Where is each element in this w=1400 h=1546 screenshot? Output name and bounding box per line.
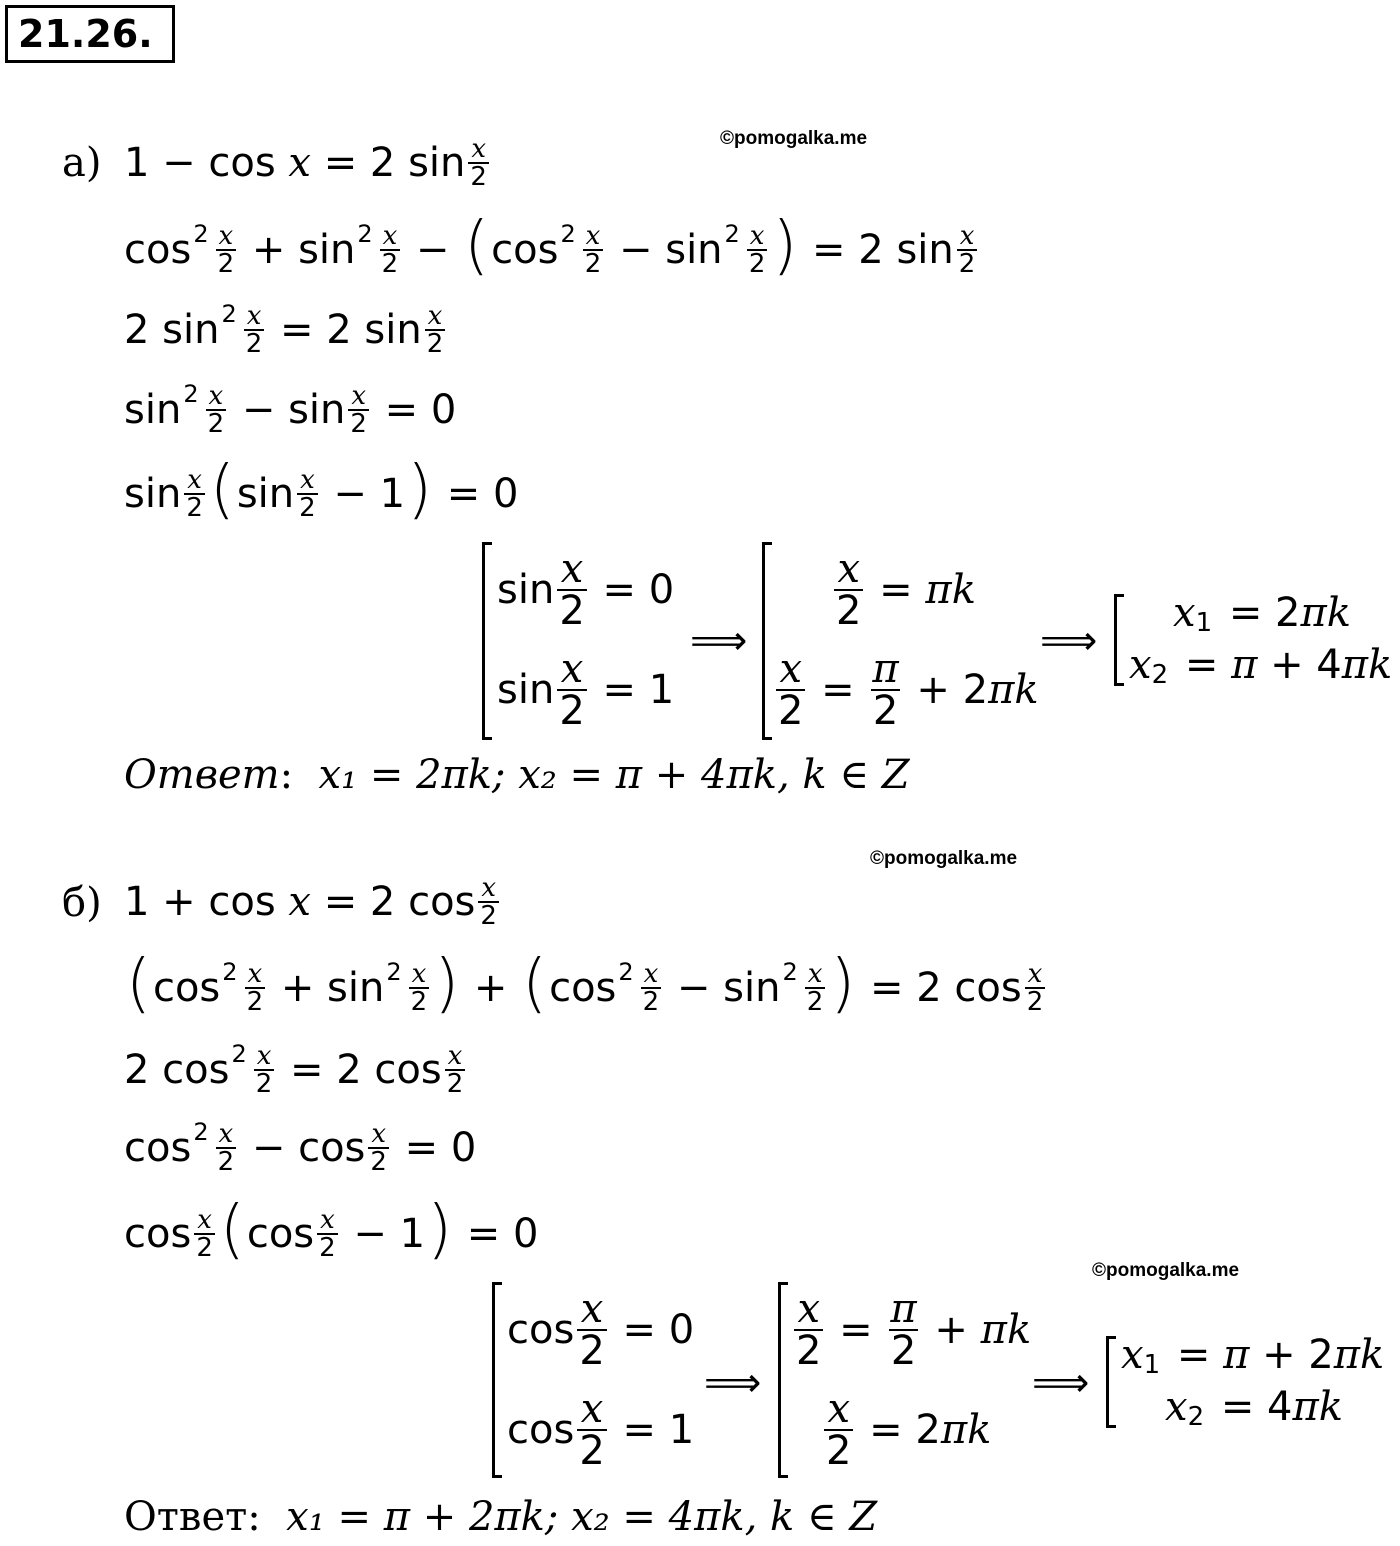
part-a-system-3 — [1114, 590, 1397, 690]
part-a-system-2-eq-1: $\frac{x}{2}$ = πk — [836, 546, 976, 634]
part-a-line-1: 1 − cos x = 2 sin $\frac{x}{2}$ — [124, 134, 487, 192]
watermark-1: ©pomogalka.me — [720, 128, 868, 149]
part-a-answer: Ответ: x₁ = 2πk; x₂ = π + 4πk, k ∈ Z — [124, 752, 910, 798]
part-b-system-1 — [492, 1282, 695, 1478]
part-a-system-2 — [762, 542, 1039, 740]
part-b-system-1-eq-1: cos $\frac{x}{2}$ = 0 — [507, 1286, 695, 1374]
watermark-3: ©pomogalka.me — [1092, 1260, 1240, 1281]
watermark-2: ©pomogalka.me — [870, 848, 1018, 869]
part-a-line-2: cos 2 $\frac{x}{2}$ + sin 2 $\frac{x}{2}$ − ( cos 2 $\frac{x}{2}$ − sin 2 $\frac{x}{2}$ ) = 2 sin $\frac{x}{2}$ — [124, 209, 976, 283]
part-a-line-4: sin 2 $\frac{x}{2}$ − sin $\frac{x}{2}$ = 0 — [124, 380, 457, 439]
part-b-line-4: cos 2 $\frac{x}{2}$ − cos $\frac{x}{2}$ = 0 — [124, 1118, 477, 1177]
part-a-system-1-eq-1: sin $\frac{x}{2}$ = 0 — [497, 546, 675, 634]
part-b-system-3-eq-1: x 1 = π + 2 πk — [1121, 1332, 1385, 1380]
answer-word: Ответ — [124, 1494, 248, 1540]
part-a-system-1 — [482, 542, 675, 740]
part-b-line-5: cos $\frac{x}{2}$ ( cos $\frac{x}{2}$ − 1 ) = 0 — [124, 1193, 539, 1267]
answer-value: x₁ = π + 2πk; x₂ = 4πk, k ∈ Z — [286, 1494, 878, 1540]
implies-arrow: ⟹ — [1040, 618, 1098, 664]
part-b-line-1: 1 + cos x = 2 cos $\frac{x}{2}$ — [124, 873, 497, 931]
part-b-answer: Ответ: x₁ = π + 2πk; x₂ = 4πk, k ∈ Z — [124, 1494, 878, 1540]
part-b-label: б) — [62, 880, 102, 926]
part-a-system-1-eq-2: sin $\frac{x}{2}$ = 1 — [497, 646, 675, 734]
part-b-system-1-eq-2: cos $\frac{x}{2}$ = 1 — [507, 1386, 695, 1474]
part-b-system-3 — [1106, 1332, 1393, 1432]
part-a-label: а) — [62, 140, 102, 186]
part-a-line-3: 2 sin 2 $\frac{x}{2}$ = 2 sin $\frac{x}{2}$ — [124, 300, 444, 359]
answer-value: x₁ = 2πk; x₂ = π + 4πk, k ∈ Z — [318, 752, 910, 798]
implies-arrow: ⟹ — [1032, 1360, 1090, 1406]
part-a-system-3-eq-2: x 2 = π + 4 πk — [1129, 642, 1393, 690]
implies-arrow: ⟹ — [690, 618, 748, 664]
part-b-system-2 — [778, 1282, 1031, 1478]
part-a-system-3-eq-1: x 1 = 2 πk — [1173, 590, 1352, 638]
part-b-system-2-eq-2: $\frac{x}{2}$ = 2 πk — [826, 1386, 992, 1474]
part-a-line-5: sin $\frac{x}{2}$ ( sin $\frac{x}{2}$ − 1 ) = 0 — [124, 453, 519, 527]
part-a-system-2-eq-2: $\frac{x}{2}$ = $\frac{\pi}{2}$ + 2 πk — [778, 646, 1039, 734]
part-b-system-3-eq-2: x 2 = 4 πk — [1165, 1384, 1344, 1432]
part-b-line-3: 2 cos 2 $\frac{x}{2}$ = 2 cos $\frac{x}{2}$ — [124, 1040, 464, 1099]
part-b-system-2-eq-1: $\frac{x}{2}$ = $\frac{\pi}{2}$ + πk — [796, 1286, 1032, 1374]
fraction: $\frac{x}{2}$ — [470, 134, 487, 192]
part-b-line-2: ( cos 2 $\frac{x}{2}$ + sin 2 $\frac{x}{2}$ ) + ( cos 2 $\frac{x}{2}$ − sin 2 $\frac{x}{2}$ ) = 2 cos $\frac{x}{2}$ — [126, 947, 1044, 1021]
implies-arrow: ⟹ — [704, 1360, 762, 1406]
answer-word: Ответ — [124, 752, 280, 798]
problem-number: 21.26. — [5, 5, 175, 63]
